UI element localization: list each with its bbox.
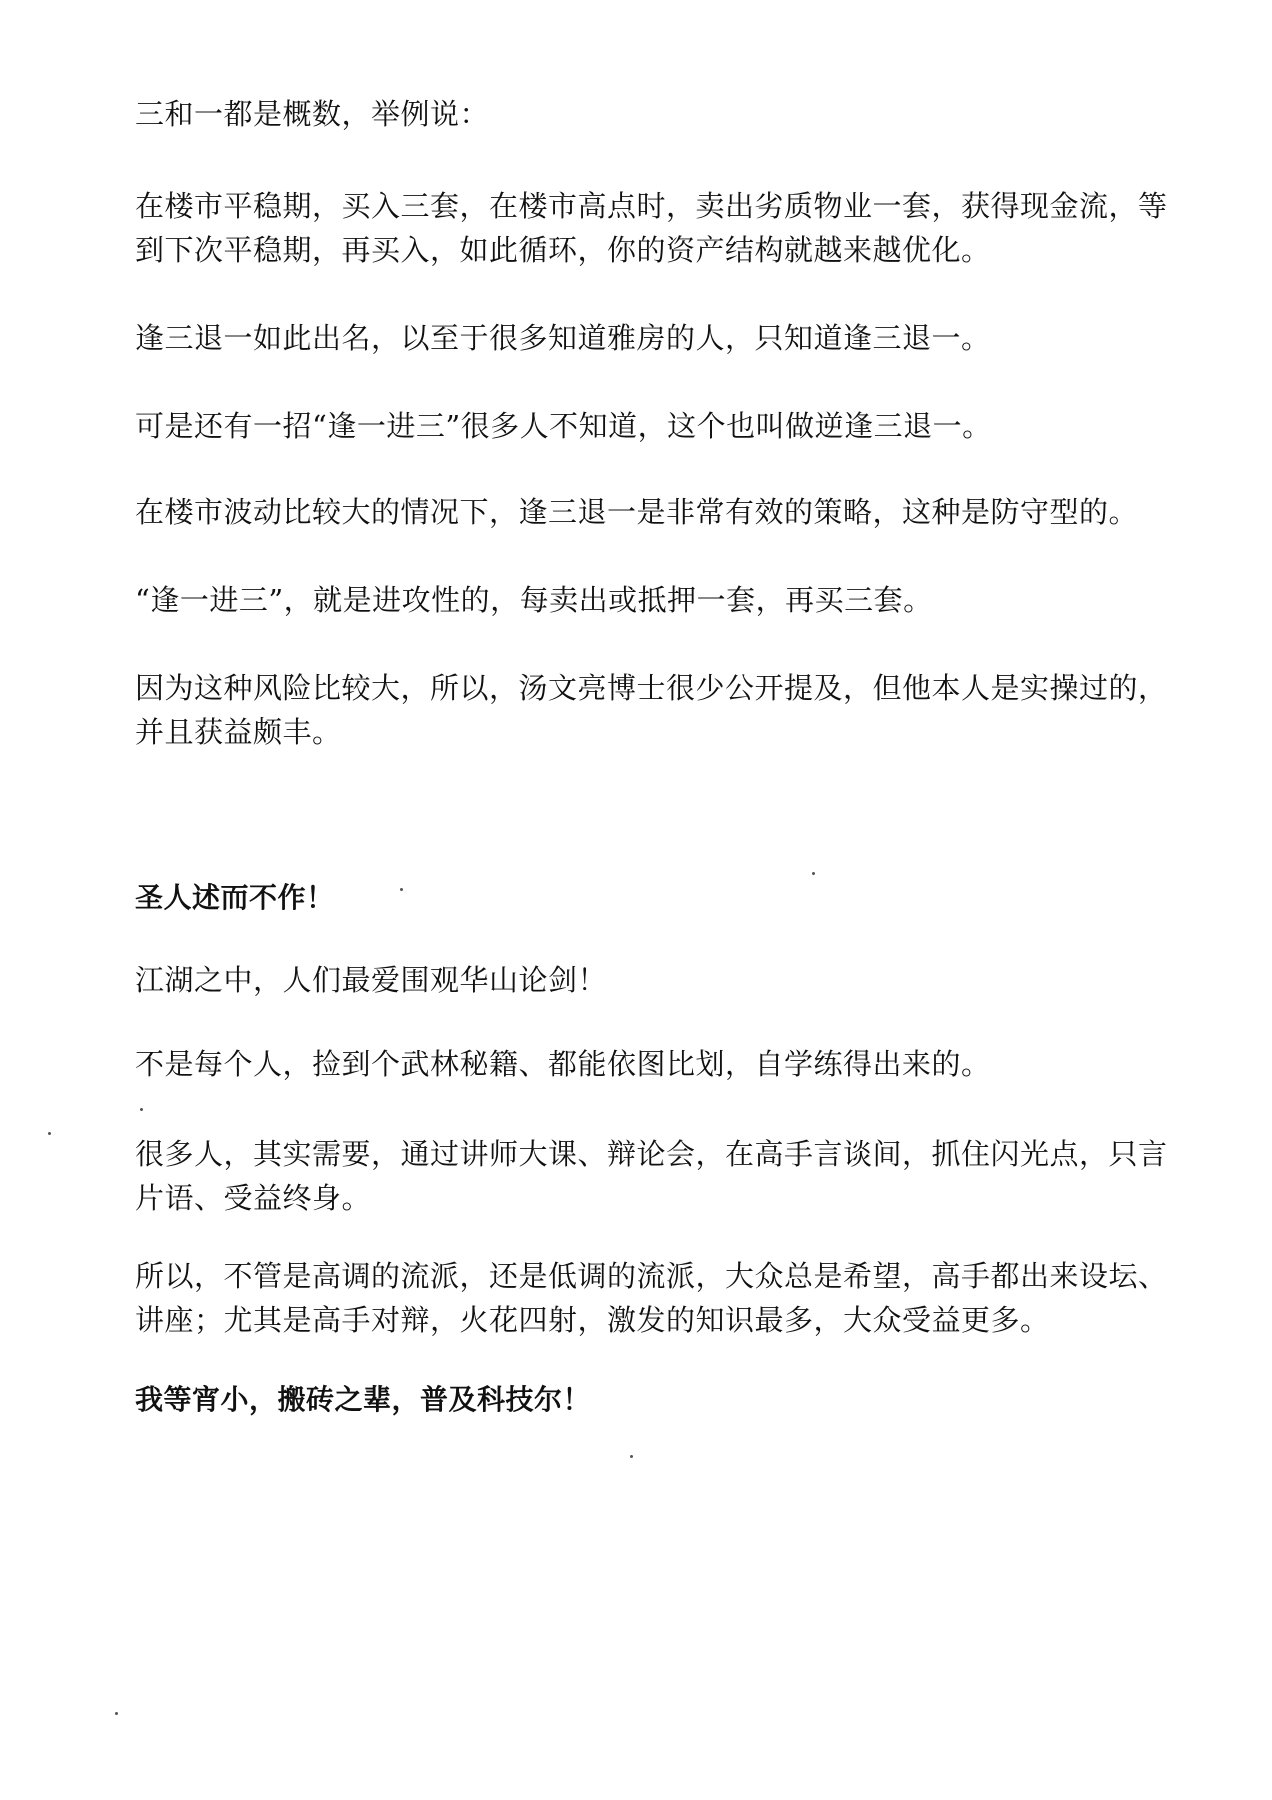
scan-speck [140, 1108, 143, 1111]
paragraph-5: 在楼市波动比较大的情况下，逢三退一是非常有效的策略，这种是防守型的。 [135, 495, 1139, 529]
paragraph-4: 可是还有一招“逢一进三”很多人不知道，这个也叫做逆逢三退一。 [135, 409, 992, 443]
closing-line: 我等宵小，搬砖之辈，普及科技尔！ [135, 1383, 592, 1416]
paragraph-1: 三和一都是概数，举例说： [135, 97, 490, 131]
paragraph-8: 江湖之中，人们最爱围观华山论剑！ [135, 963, 608, 997]
scan-speck [115, 1712, 118, 1715]
scan-speck [812, 872, 815, 875]
scan-speck [630, 1455, 633, 1458]
paragraph-7: 因为这种风险比较大，所以，汤文亮博士很少公开提及，但他本人是实操过的，并且获益颇丰。 [135, 671, 1168, 749]
paragraph-11: 所以，不管是高调的流派，还是低调的流派，大众总是希望，高手都出来设坛、讲座；尤其是高手对辩，火花四射，激发的知识最多，大众受益更多。 [135, 1259, 1168, 1337]
paragraph-6: “逢一进三”，就是进攻性的，每卖出或抵押一套，再买三套。 [135, 583, 933, 617]
paragraph-10: 很多人，其实需要，通过讲师大课、辩论会，在高手言谈间，抓住闪光点，只言片语、受益终身。 [135, 1137, 1168, 1215]
paragraph-3: 逢三退一如此出名，以至于很多知道雅房的人，只知道逢三退一。 [135, 321, 991, 355]
section-heading: 圣人述而不作！ [135, 881, 335, 914]
paragraph-2: 在楼市平稳期，买入三套，在楼市高点时，卖出劣质物业一套，获得现金流，等到下次平稳期，再买入，如此循环，你的资产结构就越来越优化。 [135, 189, 1168, 267]
paragraph-9: 不是每个人，捡到个武林秘籍、都能依图比划，自学练得出来的。 [135, 1047, 991, 1081]
scan-speck [48, 1132, 51, 1135]
scan-speck [400, 888, 403, 891]
